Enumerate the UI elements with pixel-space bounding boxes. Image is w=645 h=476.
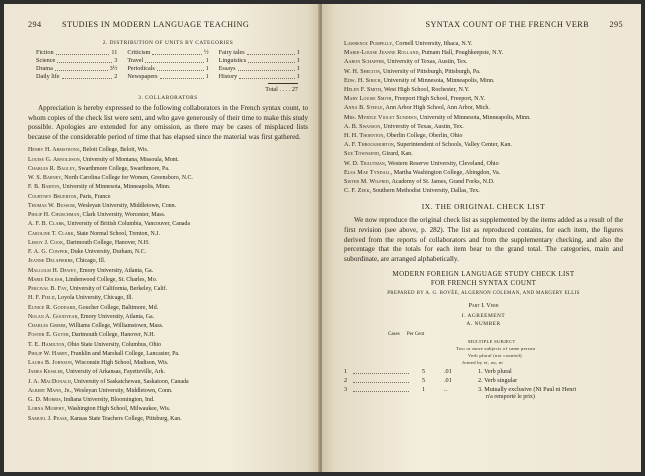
collaborator-affiliation: , University of Minnesota, Minneapolis, Minn.: [59, 184, 171, 191]
collaborator-entry: [344, 132, 623, 141]
collaborator-affiliation: , Dartmouth College, Hanover, N.H.: [68, 332, 156, 339]
collaborator-entry: [28, 396, 308, 405]
collaborator-entry: [28, 368, 308, 377]
category-value: 3½: [109, 65, 118, 72]
distribution-cell: [127, 65, 208, 73]
check-list-title-line-1: MODERN FOREIGN LANGUAGE STUDY CHECK LIST: [392, 270, 575, 279]
collaborator-name: Malcolm H. Dewey: [28, 267, 77, 274]
collaborator-affiliation: , North Carolina College for Women, Greensboro, N.C.: [61, 175, 193, 182]
total-rule: [268, 83, 298, 84]
collaborator-affiliation: , Southern Methodist University, Dallas, Tex.: [369, 188, 480, 195]
leader-dots: [56, 49, 110, 55]
collaborator-name: James Kessler: [28, 369, 63, 376]
distribution-cell: [127, 49, 208, 57]
leader-dots: [239, 73, 295, 79]
page-number: 295: [609, 20, 623, 29]
collaborator-name: Mary Louise Smith: [344, 96, 392, 103]
category-value: 1: [296, 49, 300, 56]
category-value: 1: [296, 65, 300, 72]
leader-dots: [248, 57, 295, 63]
row-percent: .01: [444, 377, 452, 385]
prepared-by: PREPARED BY A. G. BOVÉE, ALGERNON COLEMAN, AND MARGERY ELLIS: [387, 291, 580, 297]
collaborator-entry: [28, 341, 308, 350]
col-percent: Per Cent: [406, 332, 425, 338]
row-label-continued: n'a remporté le prix): [486, 394, 535, 401]
collaborator-affiliation: , Wesleyan University, Middletown, Conn.: [71, 387, 173, 394]
collaborator-name: W. S. Barney: [28, 175, 62, 182]
collaborator-entry: [28, 359, 308, 368]
distribution-cell: [36, 49, 117, 57]
category-label: Periodicals: [127, 65, 155, 72]
collaborator-entry: [28, 248, 308, 257]
collaborator-affiliation: , Ohio State University, Columbus, Ohio: [64, 341, 162, 348]
collaborator-list-right: [344, 40, 623, 196]
leader-dots: [55, 65, 108, 71]
collaborator-entry: [28, 304, 308, 313]
category-value: ½: [204, 49, 209, 56]
collaborator-entry: [344, 77, 623, 86]
collaborator-affiliation: , Ann Arbor High School, Ann Arbor, Mich.: [382, 105, 490, 112]
distribution-cell: [127, 73, 208, 81]
collaborator-name: W. D. Trautman: [344, 160, 385, 167]
check-list-title: [344, 270, 623, 288]
leader-dots: [353, 373, 409, 374]
collaborator-affiliation: , Loyola University, Chicago, Ill.: [54, 295, 133, 302]
collaborator-name: Foster E. Guyer: [28, 332, 69, 339]
category-label: History: [218, 73, 238, 80]
collaborator-entry: [28, 267, 308, 276]
collaborator-name: A. B. Swanson: [344, 123, 381, 130]
collaborator-name: Charles R. Bagley: [28, 165, 76, 172]
collaborator-name: Eunice R. Goddard: [28, 304, 76, 311]
collaborator-affiliation: , Putnam Hall, Poughkeepsie, N.Y.: [418, 50, 504, 57]
collaborator-affiliation: , Indiana University, Bloomington, Ind.: [60, 397, 155, 404]
category-label: Linguistics: [218, 57, 247, 64]
row-percent: .01: [444, 368, 452, 376]
category-label: Essays: [218, 65, 236, 72]
collaborator-affiliation: , Paris, France: [76, 193, 111, 200]
collaborator-affiliation: , University of Texas, Austin, Tex.: [384, 59, 468, 66]
collaborator-entry: [344, 178, 623, 187]
collaborator-name: Anna B. Steele: [344, 105, 383, 112]
collaborator-affiliation: , West High School, Rochester, N.Y.: [381, 87, 470, 94]
check-list-row: [344, 377, 623, 386]
leader-dots: [62, 73, 113, 79]
collaborator-affiliation: , University of Montana, Missoula, Mont.: [79, 156, 179, 163]
collaborator-entry: [344, 95, 623, 104]
category-label: Science: [36, 57, 56, 64]
collaborator-name: W. H. Shelton: [344, 68, 380, 75]
collaborator-affiliation: , Freeport High School, Freeport, N.Y.: [391, 96, 486, 103]
multiple-subject-label: MULTIPLE SUBJECT: [468, 339, 516, 345]
collaborator-entry: [344, 150, 623, 159]
collaborator-name: Marie Dolesh: [28, 276, 63, 283]
check-list-title-line-2: FOR FRENCH SYNTAX COUNT: [430, 279, 537, 288]
leader-dots: [57, 57, 112, 63]
distribution-cell: [219, 57, 300, 65]
collaborator-entry: [344, 68, 623, 77]
category-label: Newspapers: [127, 73, 158, 80]
collaborator-name: Charles Grimm: [28, 323, 66, 330]
collaborator-affiliation: , Dartmouth College, Hanover, N.H.: [63, 239, 150, 246]
category-value: 1: [205, 73, 209, 80]
collaborator-entry: [344, 58, 623, 67]
row-number: 1: [344, 368, 348, 376]
collaborator-affiliation: , Superintendent of Schools, Valley Center, Kan.: [393, 142, 512, 149]
row-number: 3: [344, 386, 348, 394]
collaborator-name: T. E. Hamilton: [28, 341, 65, 348]
collaborator-entry: [344, 104, 623, 113]
collaborator-entry: [28, 350, 308, 359]
collaborator-affiliation: , Western Reserve University, Cleveland, Ohio: [384, 160, 499, 167]
leader-dots: [247, 49, 295, 55]
collaborator-name: Mrs. Myrtle Violet Sundeen: [344, 114, 417, 121]
verb-plural-label: Verb plural (not counted): [468, 353, 522, 359]
collaborator-name: Helen F. Smith: [344, 87, 382, 94]
category-value: 1: [205, 65, 209, 72]
section-heading: IX. THE ORIGINAL CHECK LIST: [421, 202, 546, 212]
check-list-rows: [344, 368, 623, 406]
collaborator-name: Albert Mann, Jr.: [28, 387, 72, 394]
row-cases: 5: [422, 377, 426, 385]
leader-dots: [353, 391, 409, 392]
leader-dots: [145, 57, 203, 63]
collaborator-name: Sue Townsend: [344, 151, 380, 158]
collaborator-affiliation: , Oberlin College, Oberlin, Ohio: [383, 133, 463, 140]
collaborator-name: Samuel J. Pease: [28, 415, 68, 422]
check-list-paragraph: We now reproduce the original check list as supplemented by the items added as a result of the first revision (see above, p. 282). The list as reproduced contains, for each item, the figures derived from the reports of collaborators and from the supplementary checking, and also the percentage that the totals for each item bear to the grand total. The categories, main and subordinate, are arranged alphabetically.: [344, 216, 623, 263]
collaborator-affiliation: , Kansas State Teachers College, Pittsburg, Kan.: [67, 415, 182, 422]
collaborator-affiliation: , Martha Washington College, Abingdon, Va.: [390, 169, 501, 176]
category-label: Travel: [127, 57, 144, 64]
category-value: 1: [205, 57, 209, 64]
collaborator-name: H. F. Field: [28, 295, 55, 302]
collaborator-name: Nolan A. Goodyear: [28, 313, 78, 320]
category-label: Fairy tales: [218, 49, 245, 56]
collaborator-list-left: [28, 146, 308, 424]
collaborator-affiliation: , Lindenwood College, St. Charles, Mo.: [62, 276, 158, 283]
agreement-heading: I. AGREEMENT: [461, 313, 506, 320]
distribution-table: [36, 49, 300, 81]
distribution-total: Total . . . . 27: [28, 83, 298, 93]
collaborator-affiliation: , University of Saskatchewan, Saskatoon, Canada: [70, 378, 189, 385]
collaborator-entry: [28, 378, 308, 387]
collaborator-affiliation: , University of California, Berkeley, Calif.: [66, 286, 168, 293]
collaborator-name: Jeanne Delapierre: [28, 258, 73, 265]
collaborator-affiliation: , Cornell University, Ithaca, N.Y.: [392, 41, 473, 47]
collaborator-entry: [28, 174, 308, 183]
collaborator-entry: [28, 202, 308, 211]
collaborator-entry: [28, 220, 308, 229]
collaborator-affiliation: , Beloit College, Beloit, Wis.: [79, 147, 149, 154]
collaborator-entry: [28, 322, 308, 331]
distribution-cell: [36, 65, 117, 73]
collaborator-name: Laura B. Johnson: [28, 360, 72, 367]
collaborator-affiliation: , University of Pittsburgh, Pittsburgh, Pa.: [379, 68, 481, 75]
collaborator-entry: [28, 285, 308, 294]
collaborator-entry: [28, 146, 308, 155]
collaborator-name: Percival B. Fay: [28, 286, 67, 293]
collaborator-name: Sister M. Wilfrid: [344, 179, 389, 186]
distribution-cell: [219, 49, 300, 57]
collaborator-name: Philip W. Harry: [28, 350, 68, 357]
collaborator-entry: [28, 211, 308, 220]
collaborator-entry: [28, 156, 308, 165]
running-title: STUDIES IN MODERN LANGUAGE TEACHING: [62, 20, 250, 29]
check-list-row: [344, 386, 623, 406]
category-label: Daily life: [36, 73, 60, 80]
collaborator-name: Louise G. Arnoldson: [28, 156, 80, 163]
category-value: 1: [296, 73, 300, 80]
collaborator-entry: [344, 114, 623, 123]
collaborator-affiliation: , Williams College, Williamstown, Mass.: [65, 323, 164, 330]
collaborator-affiliation: , Emory University, Atlanta, Ga.: [76, 267, 154, 274]
collaborator-affiliation: , Girard, Kan.: [379, 151, 413, 158]
category-label: Drama: [36, 65, 53, 72]
total-label: Total: [265, 86, 278, 93]
collaborator-name: Courtney Bruerton: [28, 193, 77, 200]
distribution-cell: [36, 73, 117, 81]
appreciation-paragraph: Appreciation is hereby expressed to the following collaborators in the French syntax count, to whom copies of the check list were sent, and who gave generously of their time to make this study possible. Apologies are extended for any omission, as there may be cases of misplaced lists because of the considerable period of time that has elapsed since the material was first gathered.: [28, 104, 308, 141]
collaborator-affiliation: , Wisconsin High School, Madison, Wis.: [71, 360, 169, 367]
distribution-cell: [127, 57, 208, 65]
leader-dots: [353, 382, 409, 383]
left-running-head: [28, 20, 308, 32]
collaborator-name: Edw. H. Sirich: [344, 77, 381, 84]
category-value: 3: [114, 57, 118, 64]
row-label: 1. Verb plural: [478, 368, 512, 376]
page-number: 294: [28, 20, 42, 29]
distribution-heading: 2. DISTRIBUTION OF UNITS BY CATEGORIES: [102, 40, 234, 46]
collaborator-name: A. F. Throckmorton: [344, 142, 394, 149]
check-list-row: [344, 368, 623, 377]
collaborator-entry: [344, 123, 623, 132]
category-value: 2: [114, 73, 118, 80]
leader-dots: [152, 49, 202, 55]
collaborator-name: Elsa Mae Tyndall: [344, 169, 391, 176]
collaborator-name: Aaron Schaffer: [344, 59, 385, 66]
collaborator-entry: [28, 276, 308, 285]
collaborator-affiliation: , Clark University, Worcester, Mass.: [79, 212, 166, 219]
collaborator-entry: [28, 313, 308, 322]
right-running-head: [344, 20, 623, 32]
collaborator-affiliation: , University of Minnesota, Minneapolis, Minn.: [416, 114, 531, 121]
collaborator-entry: [344, 141, 623, 150]
collaborator-entry: [344, 187, 623, 196]
collaborator-affiliation: , State Normal School, Trenton, N.J.: [73, 230, 161, 237]
collaborator-entry: [344, 169, 623, 178]
leader-dots: [157, 65, 204, 71]
collaborator-name: Marie-Louise Jeanne Rolland: [344, 50, 419, 57]
collaborator-name: Lorna Murphy: [28, 406, 65, 413]
leader-dots: [160, 73, 204, 79]
collaborator-name: Philip H. Churchman: [28, 212, 80, 219]
number-heading: A. NUMBER: [466, 321, 501, 328]
collaborator-name: A. F. B. Clark: [28, 221, 65, 228]
collaborator-name: J. A. MacDonald: [28, 378, 71, 385]
collaborator-affiliation: , Chicago, Ill.: [72, 258, 106, 265]
collaborator-affiliation: , Duke University, Durham, N.C.: [67, 249, 147, 256]
distribution-cell: [36, 57, 117, 65]
collaborator-entry: [28, 387, 308, 396]
column-headers: [388, 332, 623, 337]
collaborator-name: Caroline T. Clark: [28, 230, 74, 237]
collaborator-entry: [28, 405, 308, 414]
collaborator-name: Leroy J. Cook: [28, 239, 64, 246]
collaborator-name: F. B. Barton: [28, 184, 60, 191]
collaborator-name: G. D. Morris: [28, 397, 61, 404]
collaborator-affiliation: , Goucher College, Baltimore, Md.: [75, 304, 159, 311]
collaborator-affiliation: , Academy of St. James, Grand Forks, N.D.: [388, 179, 495, 186]
collaborator-affiliation: , University of Minnesota, Minneapolis, Minn.: [380, 77, 495, 84]
collaborator-entry: [344, 86, 623, 95]
collaborator-affiliation: , Emory University, Atlanta, Ga.: [77, 313, 155, 320]
col-cases: Cases: [388, 332, 400, 338]
total-value: 27: [291, 86, 298, 93]
collaborator-affiliation: , University of British Columbia, Vancouver, Canada: [64, 221, 191, 228]
same-person-label: Two or more subjects of same person: [456, 346, 536, 352]
collaborator-entry: [28, 165, 308, 174]
collaborator-entry: [28, 257, 308, 266]
collaborator-name: H. H. Thornton: [344, 133, 384, 140]
joined-by-label: Joined by et, ou, ni: [462, 360, 503, 366]
left-page: [4, 4, 320, 472]
right-page: [322, 4, 641, 472]
category-label: Fiction: [36, 49, 54, 56]
distribution-cell: [219, 65, 300, 73]
row-label: 3. Mutually exclusive (Ni Paul ni Henri: [478, 386, 577, 394]
collaborator-entry: [28, 415, 308, 424]
collaborator-name: Lawrence Pumpelly: [344, 41, 393, 47]
collaborator-entry: [28, 230, 308, 239]
row-cases: 1: [422, 386, 426, 394]
collaborator-affiliation: , University of Arkansas, Fayetteville, Ark.: [62, 369, 166, 376]
row-cases: 5: [422, 368, 426, 376]
collaborator-entry: [344, 160, 623, 169]
collaborator-entry: [344, 40, 623, 49]
category-value: 1: [296, 57, 300, 64]
category-label: Criticism: [127, 49, 151, 56]
row-percent: ..: [444, 386, 448, 394]
collaborator-affiliation: , Washington High School, Milwaukee, Wis.: [64, 406, 171, 413]
collaborator-entry: [28, 239, 308, 248]
collaborator-entry: [28, 294, 308, 303]
running-title: SYNTAX COUNT OF THE FRENCH VERB: [425, 20, 589, 29]
collaborator-entry: [28, 183, 308, 192]
collaborator-affiliation: , Franklin and Marshall College, Lancaster, Pa.: [67, 350, 180, 357]
collaborator-affiliation: , Wesleyan University, Middletown, Conn.: [74, 202, 177, 209]
collaborator-name: F. A. G. Cowper: [28, 249, 68, 256]
collaborator-entry: [344, 49, 623, 58]
row-label: 2. Verb singular: [478, 377, 518, 385]
collaborator-entry: [28, 193, 308, 202]
collaborators-heading: 3. COLLABORATORS: [138, 95, 198, 101]
row-number: 2: [344, 377, 348, 385]
collaborator-name: Henry H. Armstrong: [28, 147, 80, 154]
category-value: 11: [111, 49, 118, 56]
collaborator-name: Thomas W. Bussom: [28, 202, 75, 209]
collaborator-affiliation: , Swarthmore College, Swarthmore, Pa.: [75, 165, 170, 172]
collaborator-entry: [28, 331, 308, 340]
leader-dots: [238, 65, 295, 71]
collaborator-name: C. F. Zeek: [344, 188, 370, 195]
collaborator-affiliation: , University of Texas, Austin, Tex.: [380, 123, 464, 130]
distribution-cell: [219, 73, 300, 81]
part-heading: Part I. Verb: [468, 302, 499, 310]
